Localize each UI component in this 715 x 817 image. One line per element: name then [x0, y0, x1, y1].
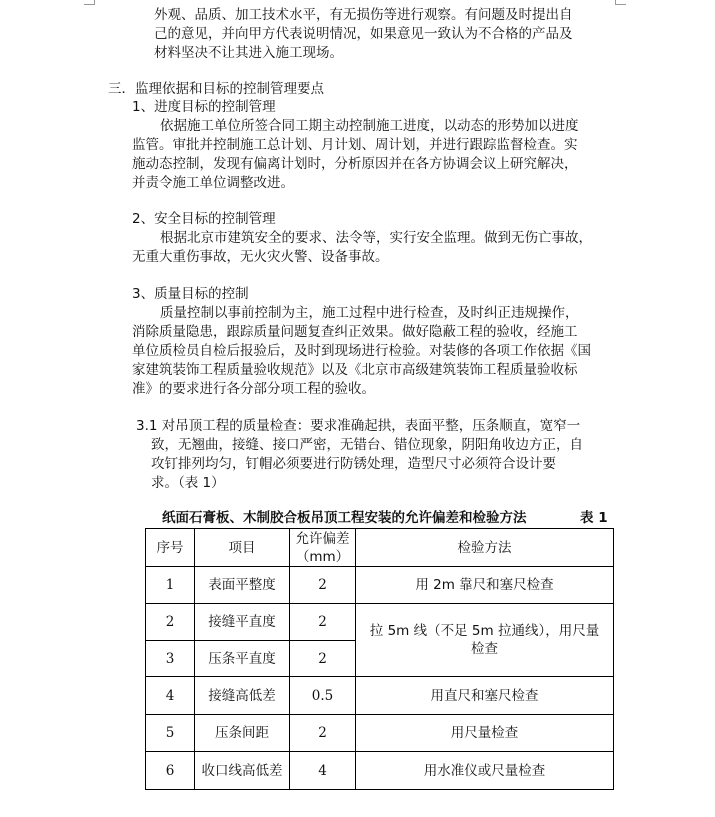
cell-item: 压条平直度 — [195, 641, 290, 677]
text-line: 求。（表 1） — [151, 475, 225, 491]
header-cell: 检验方法 — [356, 529, 614, 567]
header-cell: 项目 — [195, 529, 290, 567]
page-corner-mark-left — [84, 0, 95, 5]
section-heading: 三．监理依据和目标的控制管理要点 — [108, 81, 324, 97]
subsection-heading: 1、进度目标的控制管理 — [132, 99, 276, 115]
cell-item: 表面平整度 — [195, 567, 290, 604]
cell-no: 5 — [146, 715, 195, 752]
table-row — [146, 567, 614, 604]
cell-tolerance: 2 — [290, 604, 356, 641]
text-line: 根据北京市建筑安全的要求、法令等，实行安全监理。做到无伤亡事故， — [160, 230, 592, 246]
table-number: 表 1 — [580, 510, 608, 526]
cell-tolerance: 2 — [290, 641, 356, 677]
text-line: 己的意见，并向甲方代表说明情况，如果意见一致认为不合格的产品及 — [154, 26, 573, 42]
cell-method: 用尺量检查 — [356, 715, 614, 752]
text-line: 准》的要求进行各分部分项工程的验收。 — [132, 381, 375, 397]
header-cell: 允许偏差（mm） — [290, 529, 356, 567]
subsection-heading: 2、安全目标的控制管理 — [132, 211, 276, 227]
text-line: 3.1 对吊顶工程的质量检查：要求准确起拱，表面平整，压条顺直，宽窄一 — [136, 418, 581, 434]
cell-tolerance: 2 — [290, 715, 356, 752]
tolerance-table — [145, 528, 614, 790]
cell-no: 4 — [146, 677, 195, 715]
text-line: 外观、品质、加工技术水平，有无损伤等进行观察。有问题及时提出自 — [154, 7, 573, 23]
text-line: 单位质检员自检后报验后，及时到现场进行检验。对装修的各项工作依据《国 — [132, 343, 591, 359]
cell-no: 1 — [146, 567, 195, 604]
text-line: 攻钉排列均匀，钉帽必须要进行防锈处理，造型尺寸必须符合设计要 — [151, 456, 556, 472]
text-line: 并责令施工单位调整改进。 — [132, 175, 294, 191]
table-header-row — [146, 529, 614, 567]
cell-tolerance: 0.5 — [290, 677, 356, 715]
text-line: 消除质量隐患，跟踪质量问题复查纠正效果。做好隐蔽工程的验收，经施工 — [132, 324, 578, 340]
subsection-heading: 3、质量目标的控制 — [132, 286, 249, 302]
table-caption: 纸面石膏板、木制胶合板吊顶工程安装的允许偏差和检验方法 — [162, 510, 527, 526]
cell-no: 6 — [146, 752, 195, 790]
text-line: 施动态控制，发现有偏离计划时，分析原因并在各方协调会议上研究解决， — [132, 156, 578, 172]
text-line: 监管。审批并控制施工总计划、月计划、周计划，并进行跟踪监督检查。实 — [132, 137, 578, 153]
cell-item: 压条间距 — [195, 715, 290, 752]
cell-item: 接缝平直度 — [195, 604, 290, 641]
cell-tolerance: 4 — [290, 752, 356, 790]
cell-method: 用 2m 靠尺和塞尺检查 — [356, 567, 614, 604]
cell-item: 收口线高低差 — [195, 752, 290, 790]
table-row — [146, 715, 614, 752]
cell-tolerance: 2 — [290, 567, 356, 604]
text-line: 家建筑装饰工程质量验收规范》以及《北京市高级建筑装饰工程质量验收标 — [132, 362, 578, 378]
cell-item: 接缝高低差 — [195, 677, 290, 715]
table-row — [146, 752, 614, 790]
cell-method: 拉 5m 线（不足 5m 拉通线），用尺量检查 — [356, 604, 614, 677]
text-line: 材料坚决不让其进入施工现场。 — [154, 45, 343, 61]
cell-no: 2 — [146, 604, 195, 641]
page-corner-mark-right — [615, 0, 626, 5]
cell-method: 用水准仪或尺量检查 — [356, 752, 614, 790]
text-line: 致，无翘曲，接缝、接口严密，无错台、错位现象，阴阳角收边方正，自 — [151, 437, 583, 453]
table-row — [146, 604, 614, 641]
cell-method: 用直尺和塞尺检查 — [356, 677, 614, 715]
table-row — [146, 677, 614, 715]
text-line: 质量控制以事前控制为主，施工过程中进行检查，及时纠正违规操作， — [160, 305, 579, 321]
cell-no: 3 — [146, 641, 195, 677]
header-cell: 序号 — [146, 529, 195, 567]
text-line: 无重大重伤事故，无火灾火警、设备事故。 — [132, 249, 389, 265]
text-line: 依据施工单位所签合同工期主动控制施工进度，以动态的形势加以进度 — [160, 118, 579, 134]
